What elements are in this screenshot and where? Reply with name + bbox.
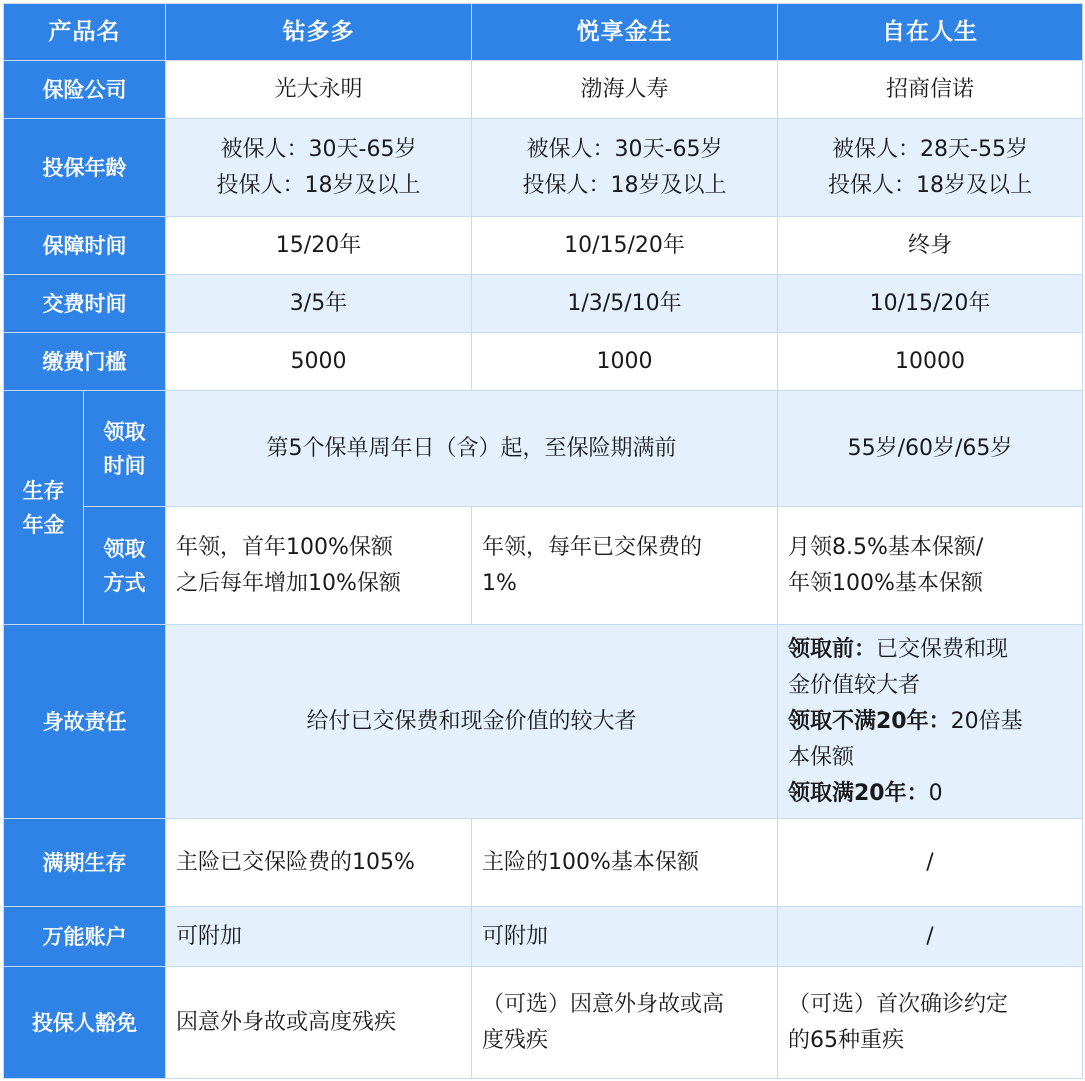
header-row bbox=[4, 4, 1083, 61]
table-row-maturity bbox=[4, 819, 1083, 907]
cell-annuity-method-1: 年领，首年100%保额 之后每年增加10%保额 bbox=[166, 507, 472, 625]
table-row-annuity-time bbox=[4, 391, 1083, 507]
death-line-3: 领取不满20年：20倍基 bbox=[788, 708, 1023, 734]
age-insured-2: 被保人：30天-65岁 bbox=[526, 136, 723, 162]
cell-term-2: 10/15/20年 bbox=[472, 217, 778, 275]
row-label-waiver: 投保人豁免 bbox=[4, 967, 166, 1079]
cell-payment-period-2: 1/3/5/10年 bbox=[472, 275, 778, 333]
cell-waiver-2: （可选）因意外身故或高 度残疾 bbox=[472, 967, 778, 1079]
cell-maturity-3: / bbox=[778, 819, 1083, 907]
cell-company-3: 招商信诺 bbox=[778, 61, 1083, 119]
cell-universal-3: / bbox=[778, 907, 1083, 967]
row-label-threshold: 缴费门槛 bbox=[4, 333, 166, 391]
cell-universal-1: 可附加 bbox=[166, 907, 472, 967]
cell-company-2: 渤海人寿 bbox=[472, 61, 778, 119]
cell-term-3: 终身 bbox=[778, 217, 1083, 275]
comparison-table bbox=[3, 3, 1083, 1079]
table-row-age bbox=[4, 119, 1083, 217]
table-row-term bbox=[4, 217, 1083, 275]
cell-universal-2: 可附加 bbox=[472, 907, 778, 967]
row-label-maturity: 满期生存 bbox=[4, 819, 166, 907]
table-row-annuity-method bbox=[4, 507, 1083, 625]
product-name-1: 钻多多 bbox=[166, 4, 472, 61]
header-label: 产品名 bbox=[4, 4, 166, 61]
row-label-payment-period: 交费时间 bbox=[4, 275, 166, 333]
table-row-payment-period bbox=[4, 275, 1083, 333]
cell-threshold-2: 1000 bbox=[472, 333, 778, 391]
age-applicant-3: 投保人：18岁及以上 bbox=[828, 172, 1032, 198]
cell-maturity-2: 主险的100%基本保额 bbox=[472, 819, 778, 907]
cell-maturity-1: 主险已交保险费的105% bbox=[166, 819, 472, 907]
row-label-company: 保险公司 bbox=[4, 61, 166, 119]
row-label-term: 保障时间 bbox=[4, 217, 166, 275]
cell-company-1: 光大永明 bbox=[166, 61, 472, 119]
cell-annuity-method-3: 月领8.5%基本保额/ 年领100%基本保额 bbox=[778, 507, 1083, 625]
death-line-5: 领取满20年：0 bbox=[788, 780, 943, 806]
product-name-3: 自在人生 bbox=[778, 4, 1083, 61]
cell-threshold-3: 10000 bbox=[778, 333, 1083, 391]
cell-age-1 bbox=[166, 119, 472, 217]
table-row-death bbox=[4, 625, 1083, 819]
row-label-age: 投保年龄 bbox=[4, 119, 166, 217]
table-row-universal bbox=[4, 907, 1083, 967]
cell-threshold-1: 5000 bbox=[166, 333, 472, 391]
age-insured-3: 被保人：28天-55岁 bbox=[832, 136, 1028, 162]
cell-payment-period-1: 3/5年 bbox=[166, 275, 472, 333]
row-label-annuity-method: 领取 方式 bbox=[84, 507, 166, 625]
death-line-4: 本保额 bbox=[788, 744, 855, 770]
cell-death-merged: 给付已交保费和现金价值的较大者 bbox=[166, 625, 778, 819]
table-row-company bbox=[4, 61, 1083, 119]
row-label-death: 身故责任 bbox=[4, 625, 166, 819]
age-applicant-2: 投保人：18岁及以上 bbox=[522, 172, 727, 198]
cell-age-2 bbox=[472, 119, 778, 217]
death-line-1: 领取前：已交保费和现 bbox=[788, 636, 1009, 662]
cell-annuity-time-merged: 第5个保单周年日（含）起，至保险期满前 bbox=[166, 391, 778, 507]
cell-term-1: 15/20年 bbox=[166, 217, 472, 275]
table-row-threshold bbox=[4, 333, 1083, 391]
cell-waiver-1: 因意外身故或高度残疾 bbox=[166, 967, 472, 1079]
cell-age-3 bbox=[778, 119, 1083, 217]
row-label-universal: 万能账户 bbox=[4, 907, 166, 967]
row-label-annuity-group: 生存 年金 bbox=[4, 391, 84, 625]
age-insured-1: 被保人：30天-65岁 bbox=[220, 136, 417, 162]
row-label-annuity-time: 领取 时间 bbox=[84, 391, 166, 507]
product-name-2: 悦享金生 bbox=[472, 4, 778, 61]
cell-annuity-time-3: 55岁/60岁/65岁 bbox=[778, 391, 1083, 507]
cell-waiver-3: （可选）首次确诊约定 的65种重疾 bbox=[778, 967, 1083, 1079]
table-row-waiver bbox=[4, 967, 1083, 1079]
death-line-2: 金价值较大者 bbox=[788, 672, 921, 698]
cell-death-3 bbox=[778, 625, 1083, 819]
age-applicant-1: 投保人：18岁及以上 bbox=[216, 172, 421, 198]
cell-payment-period-3: 10/15/20年 bbox=[778, 275, 1083, 333]
cell-annuity-method-2: 年领，每年已交保费的 1% bbox=[472, 507, 778, 625]
